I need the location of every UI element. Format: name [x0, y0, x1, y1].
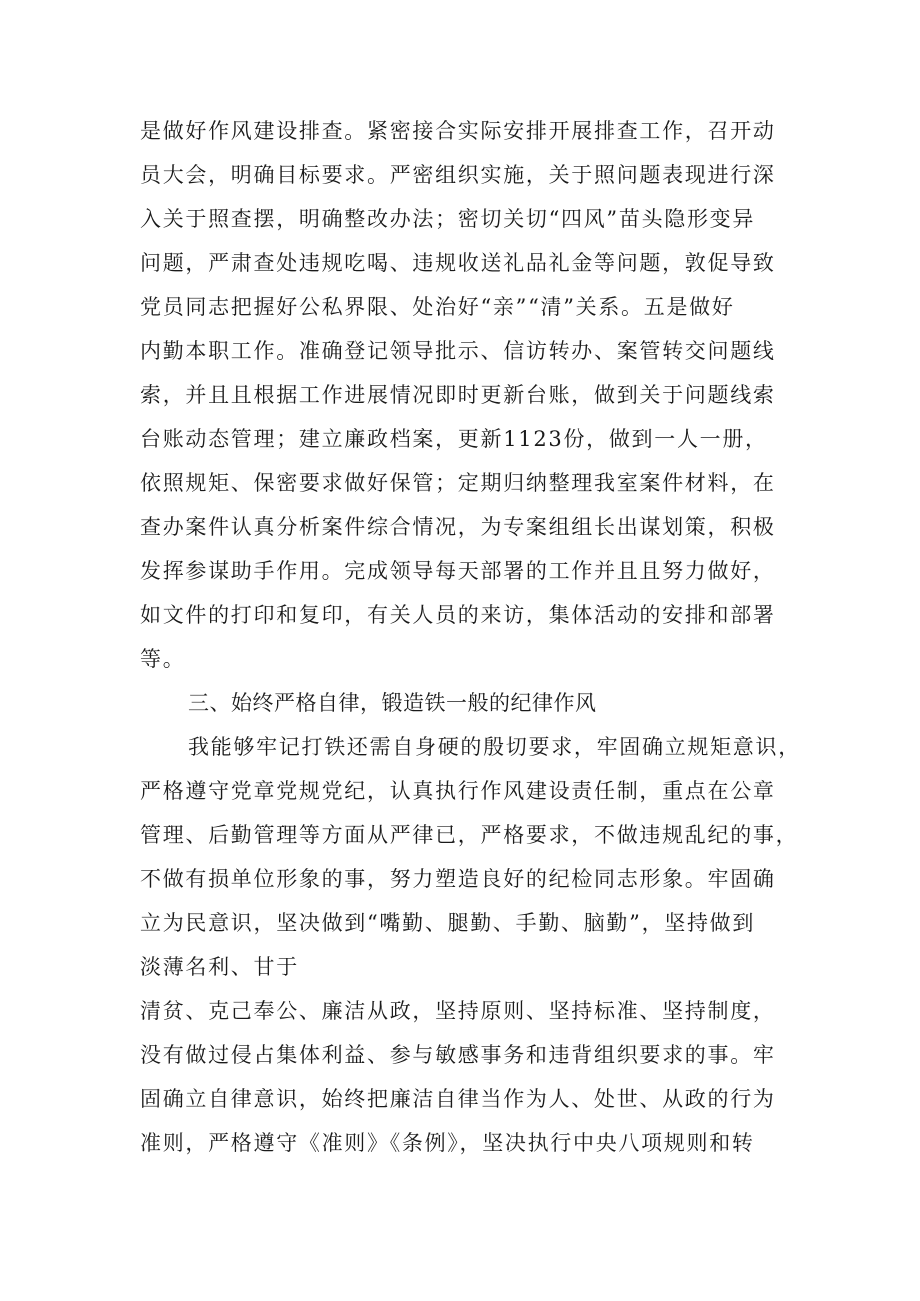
body-text-line: 淡薄名利、甘于: [140, 955, 299, 979]
body-text-line: 立为民意识，坚决做到“嘴勤、腿勤、手勤、脑勤”，坚持做到: [140, 911, 756, 935]
body-text-line: 没有做过侵占集体利益、参与敏感事务和违背组织要求的事。牢: [140, 1043, 776, 1067]
body-text-line: 管理、后勤管理等方面从严律已，严格要求，不做违规乱纪的事，: [140, 823, 799, 847]
body-text-line: 如文件的打印和复印，有关人员的来访，集体活动的安排和部署: [140, 603, 776, 627]
body-text-line: 准则，严格遵守《准则》《条例》，坚决执行中央八项规则和转: [140, 1131, 755, 1155]
body-text-line: 清贫、克己奉公、廉洁从政，坚持原则、坚持标准、坚持制度，: [140, 999, 776, 1023]
body-text-line: 依照规矩、保密要求做好保管；定期归纳整理我室案件材料，在: [140, 471, 776, 495]
body-text-line: 不做有损单位形象的事，努力塑造良好的纪检同志形象。牢固确: [140, 867, 776, 891]
section-heading: 三、始终严格自律，锻造铁一般的纪律作风: [188, 691, 597, 715]
body-text-line: 内勤本职工作。准确登记领导批示、信访转办、案管转交问题线: [140, 339, 776, 363]
body-text-line: 党员同志把握好公私界限、处治好“亲”“清”关系。五是做好: [140, 295, 735, 319]
body-text-line: 台账动态管理；建立廉政档案，更新1123份，做到一人一册，: [140, 427, 768, 451]
body-text-line: 我能够牢记打铁还需自身硬的殷切要求，牢固确立规矩意识，: [188, 735, 801, 759]
body-text-line: 问题，严肃查处违规吃喝、违规收送礼品礼金等问题，敦促导致: [140, 251, 776, 275]
body-text-line: 员大会，明确目标要求。严密组织实施，关于照问题表现进行深: [140, 163, 776, 187]
body-text-line: 发挥参谋助手作用。完成领导每天部署的工作并且且努力做好，: [140, 559, 776, 583]
body-text-line: 等。: [140, 647, 186, 671]
body-text-line: 查办案件认真分析案件综合情况，为专案组组长出谋划策，积极: [140, 515, 776, 539]
body-text-line: 是做好作风建设排查。紧密接合实际安排开展排查工作，召开动: [140, 119, 776, 143]
body-text-line: 固确立自律意识，始终把廉洁自律当作为人、处世、从政的行为: [140, 1087, 776, 1111]
body-text-line: 索，并且且根据工作进展情况即时更新台账，做到关于问题线索: [140, 383, 776, 407]
body-text-line: 入关于照查摆，明确整改办法；密切关切“四风”苗头隐形变异: [140, 207, 756, 231]
body-text-line: 严格遵守党章党规党纪，认真执行作风建设责任制，重点在公章: [140, 779, 776, 803]
